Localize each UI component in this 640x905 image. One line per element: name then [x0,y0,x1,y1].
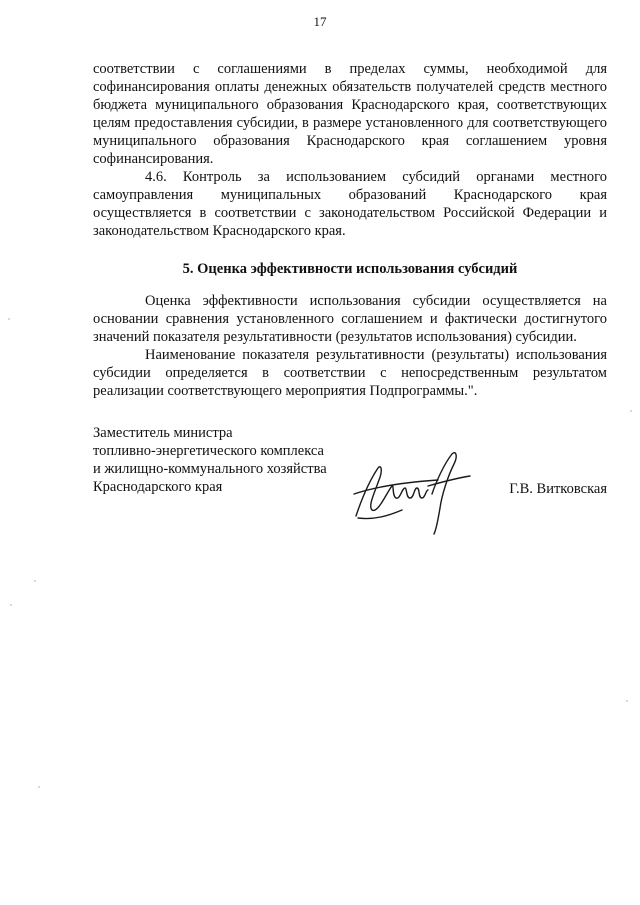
section-5-heading: 5. Оценка эффективности использования субсидий [182,261,518,277]
signatory-position [93,424,363,496]
scan-speck [10,604,12,606]
signatory-name: Г.В. Витковская [509,481,607,497]
paragraph-4-5-continuation: соответствии с соглашениями в пределах суммы, необходимой для софинансирования оплаты денежных обязательств получателей средств местного бюджета муниципального образования Краснодарского края, соответствующих целям предоставления субсидии, в размере установленного для соответствующего муниципального образования Краснодарского края соглашением уровня софинансирования. [93,61,607,167]
page-number: 17 [313,14,327,29]
signatory-position-line: и жилищно-коммунального хозяйства [93,461,327,477]
section-5-paragraph-2: Наименование показателя результативности (результаты) использования субсидии определяется в соответствии с непосредственным результатом реализации соответствующего мероприятия Подпрограммы.". [93,347,607,399]
signature-block [93,424,607,504]
signatory-position-line: Краснодарского края [93,479,223,495]
scan-speck [8,318,10,320]
signatory-position-line: Заместитель министра [93,425,233,441]
signatory-position-line: топливно-энергетического комплекса [93,443,324,459]
scan-speck [630,410,632,412]
scan-speck [34,580,36,582]
paragraph-4-6: 4.6. Контроль за использованием субсидий органами местного самоуправления муниципальных образований Краснодарского края осуществляется в соответствии с законодательством Российской Федерации и законодательством Краснодарского края. [93,169,607,239]
handwritten-signature [348,446,478,536]
scan-speck [38,786,40,788]
section-5-paragraph-1: Оценка эффективности использования субсидии осуществляется на основании сравнения установленного соглашением и фактически достигнутого значений показателя результативности (результатов использования) субсидии. [93,293,607,345]
scan-speck [626,700,628,702]
document-body [93,60,607,400]
